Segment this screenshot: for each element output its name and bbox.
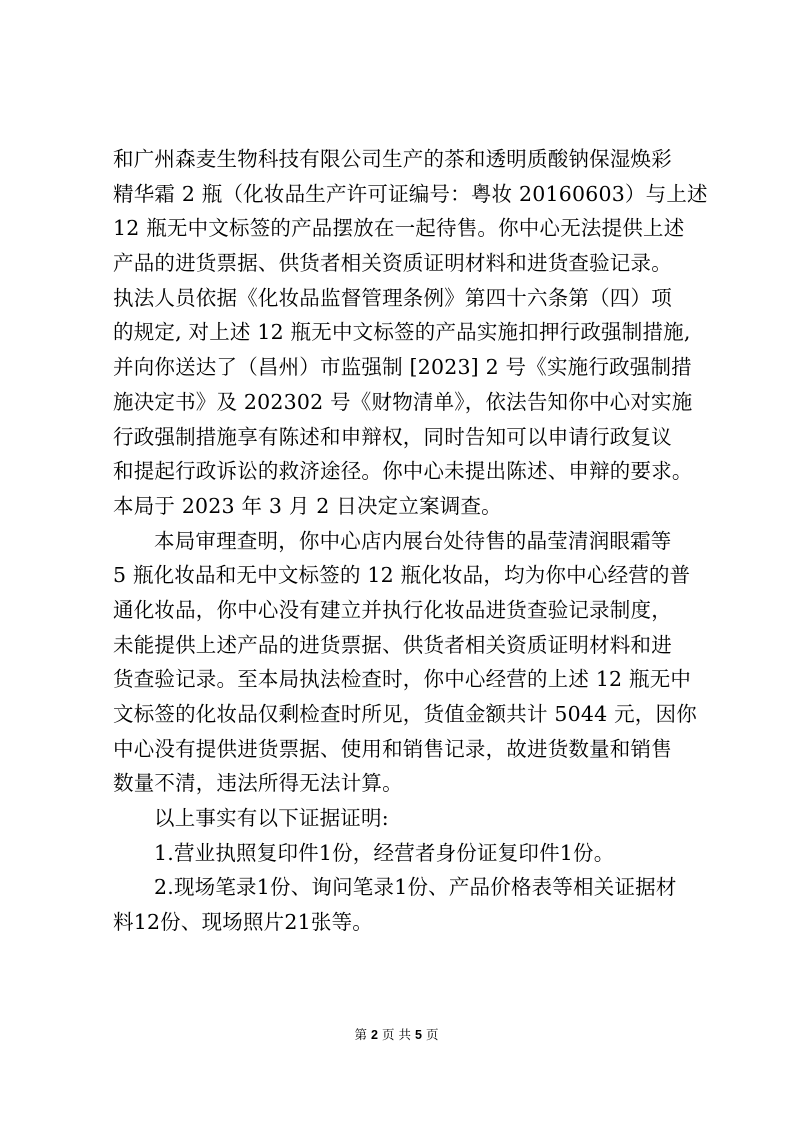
text-line: 5 瓶化妆品和无中文标签的 12 瓶化妆品，均为你中心经营的普: [113, 563, 691, 588]
text-line: 的规定, 对上述 12 瓶无中文标签的产品实施扣押行政强制措施,: [113, 320, 691, 345]
paragraph-evidence-intro: [113, 801, 688, 836]
text-line: 文标签的化妆品仅剩检查时所见，货值金额共计 5044 元，因你: [113, 702, 697, 726]
footer-middle: 页 共: [382, 1027, 411, 1042]
total-page-number: 5: [414, 1028, 422, 1042]
text-line: 和广州森麦生物科技有限公司生产的茶和透明质酸钠保湿焕彩: [113, 147, 672, 171]
footer-prefix: 第: [354, 1027, 368, 1042]
text-line: 并向你送达了（昌州）市监强制 [2023] 2 号《实施行政强制措: [113, 355, 692, 380]
text-line: 1.营业执照复印件1份，经营者身份证复印件1份。: [154, 840, 615, 865]
current-page-number: 2: [371, 1028, 378, 1042]
footer-suffix: 页: [425, 1027, 439, 1042]
paragraph-case-background: [113, 142, 708, 524]
text-line: 本局审理查明，你中心店内展台处待售的晶莹清润眼霜等: [154, 528, 672, 553]
text-line: 产品的进货票据、供货者相关资质证明材料和进货查验记录。: [113, 251, 672, 276]
text-line: 精华霜 2 瓶（化妆品生产许可证编号：粤妆 20160603）与上述: [113, 181, 708, 206]
text-line: 料12份、现场照片21张等。: [113, 910, 373, 935]
text-line: 2.现场笔录1份、询问笔录1份、产品价格表等相关证据材: [154, 875, 677, 900]
text-line: 12 瓶无中文标签的产品摆放在一起待售。你中心无法提供上述: [113, 216, 685, 241]
paragraph-evidence-1: [113, 836, 688, 871]
text-line: 货查验记录。至本局执法检查时，你中心经营的上述 12 瓶无中: [113, 667, 692, 692]
text-line: 数量不清，违法所得无法计算。: [113, 771, 403, 796]
text-line: 和提起行政诉讼的救济途径。你中心未提出陈述、申辩的要求。: [113, 459, 693, 484]
text-line: 执法人员依据《化妆品监督管理条例》第四十六条第（四）项: [113, 285, 672, 310]
page-footer: [0, 1027, 793, 1043]
paragraph-findings: [113, 524, 697, 802]
text-line: 中心没有提供进货票据、使用和销售记录，故进货数量和销售: [113, 736, 672, 761]
text-line: 未能提供上述产品的进货票据、供货者相关资质证明材料和进: [113, 632, 672, 657]
paragraph-evidence-2: [113, 870, 688, 939]
document-body: [113, 142, 708, 940]
text-line: 行政强制措施享有陈述和申辩权，同时告知可以申请行政复议: [113, 424, 672, 449]
text-line: 以上事实有以下证据证明:: [154, 806, 389, 831]
text-line: 本局于 2023 年 3 月 2 日决定立案调查。: [113, 493, 502, 518]
text-line: 施决定书》及 202302 号《财物清单》，依法告知你中心对实施: [113, 389, 693, 414]
text-line: 通化妆品，你中心没有建立并执行化妆品进货查验记录制度，: [113, 597, 672, 622]
